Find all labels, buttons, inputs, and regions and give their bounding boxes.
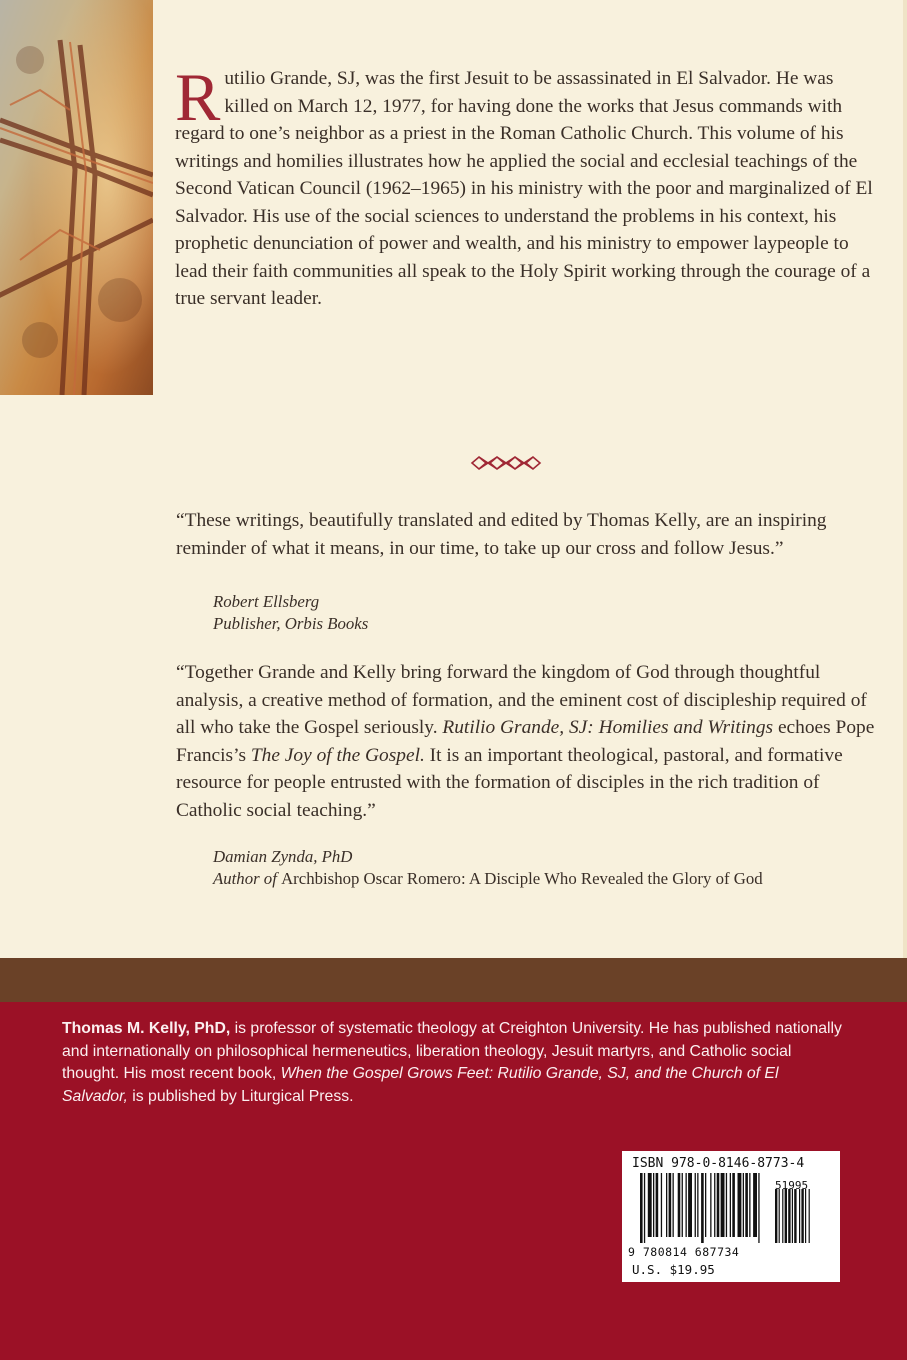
- barcode-bar: [656, 1173, 659, 1237]
- addon-bar: [799, 1189, 800, 1243]
- barcode-bar: [743, 1173, 744, 1237]
- quote-2-text-3: It is an important theological, pastoral, and formative resource for people entrusted with the formation of disciples in the rich tradition of Catholic social teaching.”: [176, 744, 843, 821]
- quote-1-author: Robert Ellsberg: [213, 592, 320, 611]
- addon-bar: [792, 1189, 793, 1243]
- bio-text-2: is published by Liturgical Press.: [127, 1087, 354, 1105]
- barcode-bar: [669, 1173, 672, 1237]
- barcode-bar: [758, 1173, 759, 1243]
- barcode-box: [622, 1151, 840, 1282]
- barcode-bar: [686, 1173, 687, 1237]
- brown-band: [0, 958, 907, 1002]
- endorsement-quote-2: [176, 659, 876, 824]
- intro-paragraph: [175, 59, 875, 313]
- quote-1-text: “These writings, beautifully translated and edited by Thomas Kelly, are an inspiring reminder of what it means, in our time, to take up our cross and follow Jesus.”: [176, 510, 827, 559]
- addon-bar: [788, 1189, 790, 1243]
- quote-2-book-title-1: Rutilio Grande, SJ: Homilies and Writings: [442, 717, 774, 738]
- barcode-bar: [749, 1173, 750, 1237]
- page-edge: [903, 0, 907, 958]
- cross-artwork: [0, 0, 153, 395]
- price-addon-digits: 51995: [775, 1179, 809, 1192]
- barcode-bar: [653, 1173, 654, 1237]
- quote-2-book-title-2: The Joy of the Gospel.: [250, 744, 425, 766]
- endorsement-quote-1: [176, 507, 876, 562]
- cross-artwork-image: [0, 0, 153, 395]
- intro-text: utilio Grande, SJ, was the first Jesuit to be assassinated in El Salvador. He was killed on March 12, 1977, for having done the works that Jesus commands with regard to one’s neighbor as a priest in the Roman Catholic Church. This volume of his writings and homilies illustrates how he applied the social and ecclesial teachings of the Second Vatican Council (1962–1965) in his ministry with the poor and marginalized of El Salvador. His use of the social sciences to understand the problems in his context, his prophetic denunciation of power and wealth, and his ministry to empower laypeople to lead their faith communities all speak to the Holy Spirit working through the courage of a true servant leader.: [175, 68, 873, 309]
- addon-bar: [785, 1189, 787, 1243]
- barcode-bar: [666, 1173, 667, 1237]
- drop-cap: R: [175, 59, 221, 135]
- addon-bar: [801, 1189, 803, 1243]
- barcode-bar: [738, 1173, 742, 1237]
- barcode-bar: [721, 1173, 725, 1237]
- barcode-bar: [701, 1173, 704, 1243]
- barcode-bar: [714, 1173, 715, 1237]
- addon-bar: [809, 1189, 810, 1243]
- barcode-bar: [688, 1173, 692, 1237]
- addon-bar: [779, 1189, 780, 1243]
- quote-2-role-book: Archbishop Oscar Romero: A Disciple Who Revealed the Glory of God: [281, 868, 763, 888]
- quote-2-author: Damian Zynda, PhD: [213, 847, 353, 866]
- bio-text-1: is professor of systematic theology at Creighton University. He has published nationally and internationally on philosophical hermeneutics, liberation theology, Jesuit martyrs, and Catholic social thought. His most recent book,: [62, 1020, 842, 1082]
- quote-1-role: Publisher, Orbis Books: [213, 613, 369, 633]
- quote-2-role-prefix: Author of: [213, 868, 282, 888]
- quote-2-text-2: echoes Pope Francis’s: [176, 717, 875, 766]
- barcode-bar: [732, 1173, 735, 1237]
- barcode-bar: [682, 1173, 683, 1237]
- barcode-bar: [726, 1173, 727, 1237]
- addon-bar: [805, 1189, 806, 1243]
- quote-2-text-1: “Together Grande and Kelly bring forward the kingdom of God through thoughtful analysis, a creative method of formation, and the eminent cost of discipleship required of all who take the Gospel seriously.: [176, 662, 867, 738]
- barcode-bar: [730, 1173, 731, 1237]
- barcode-bar: [640, 1173, 643, 1243]
- diamond-chain-ornament-icon: [470, 454, 542, 472]
- barcode-bar: [695, 1173, 696, 1237]
- quote-2-role: [213, 868, 763, 890]
- barcode-bar: [705, 1173, 706, 1237]
- quote-1-attribution: [213, 591, 368, 634]
- barcode-bar: [753, 1173, 757, 1237]
- bio-book-title: When the Gospel Grows Feet: Rutilio Grande, SJ, and the Church of El Salvador,: [62, 1065, 779, 1105]
- barcode-bar: [661, 1173, 662, 1237]
- quote-2-attribution: [213, 846, 763, 889]
- ean-digits: 9 780814 687734: [628, 1245, 740, 1259]
- author-bio: [62, 1018, 847, 1108]
- author-name: Thomas M. Kelly, PhD,: [62, 1020, 231, 1037]
- barcode-bar: [678, 1173, 681, 1237]
- barcode-bar: [717, 1173, 720, 1237]
- barcode-bar: [697, 1173, 698, 1237]
- barcode-bar: [644, 1173, 645, 1243]
- barcode-bar: [745, 1173, 748, 1237]
- barcode-bar: [710, 1173, 711, 1237]
- barcode-bar: [648, 1173, 652, 1237]
- barcode-bar: [673, 1173, 674, 1237]
- addon-bar: [775, 1189, 777, 1243]
- price-label: U.S. $19.95: [632, 1262, 715, 1277]
- addon-bar: [782, 1189, 783, 1243]
- addon-bar: [794, 1189, 796, 1243]
- isbn-label: ISBN 978-0-8146-8773-4: [632, 1156, 805, 1171]
